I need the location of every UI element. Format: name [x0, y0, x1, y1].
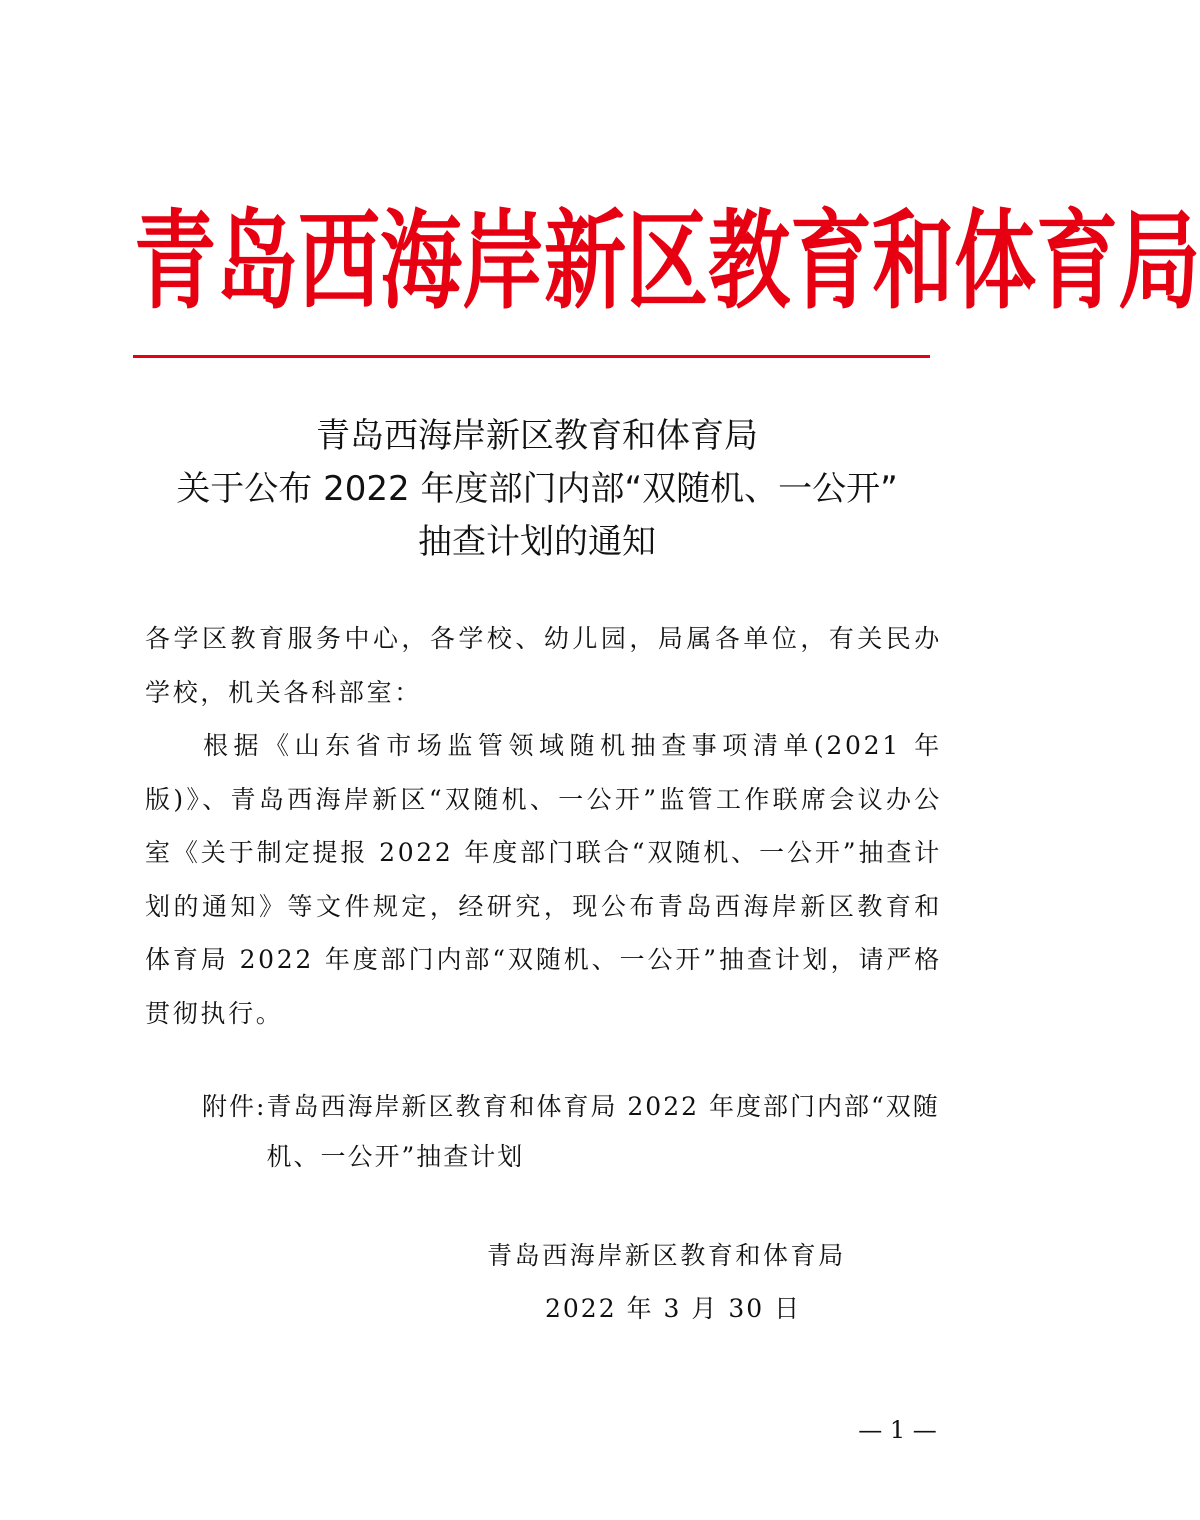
attachment-note	[202, 1082, 944, 1182]
page-number: — 1 —	[858, 1416, 937, 1444]
masthead-char: 青	[134, 200, 217, 325]
issue-date: 2022 年 3 月 30 日	[545, 1294, 802, 1323]
masthead-char: 体	[954, 200, 1037, 325]
attachment-text: 青岛西海岸新区教育和体育局 2022 年度部门内部“双随机、一公开”抽查计划	[266, 1092, 940, 1171]
masthead-char: 岸	[462, 200, 545, 325]
title-line-3: 抽查计划的通知	[418, 522, 656, 562]
salutation: 各学区教育服务中心，各学校、幼儿园，局属各单位，有关民办学校，机关各科部室：	[145, 624, 942, 707]
masthead-char: 区	[626, 200, 709, 325]
masthead-char: 和	[872, 200, 955, 325]
masthead-char: 岛	[216, 200, 299, 325]
title-line-2: 关于公布 2022 年度部门内部“双随机、一公开”	[176, 469, 898, 509]
document-title	[0, 410, 1074, 569]
masthead-char: 西	[298, 200, 381, 325]
masthead-char: 教	[708, 200, 791, 325]
masthead-title	[134, 200, 1200, 326]
red-divider-line	[133, 355, 930, 358]
masthead-char: 海	[380, 200, 463, 325]
title-line-1: 青岛西海岸新区教育和体育局	[316, 416, 758, 456]
masthead-char: 新	[544, 200, 627, 325]
masthead-char: 局	[1118, 200, 1200, 325]
attachment-label: 附件:	[202, 1092, 267, 1121]
masthead-char: 育	[790, 200, 873, 325]
masthead-char: 育	[1036, 200, 1119, 325]
issuer-name: 青岛西海岸新区教育和体育局	[487, 1241, 846, 1270]
body-paragraph: 根据《山东省市场监管领域随机抽查事项清单(2021 年版)》、青岛西海岸新区“双随机、一公开”监管工作联席会议办公室《关于制定提报 2022 年度部门联合“双随机、一公开”抽查计划的通知》等文件规定，经研究，现公布青岛西海岸新区教育和体育局 2022 年度部门内部“双随机、一公开”抽查计划，请严格贯彻执行。	[145, 731, 942, 1028]
